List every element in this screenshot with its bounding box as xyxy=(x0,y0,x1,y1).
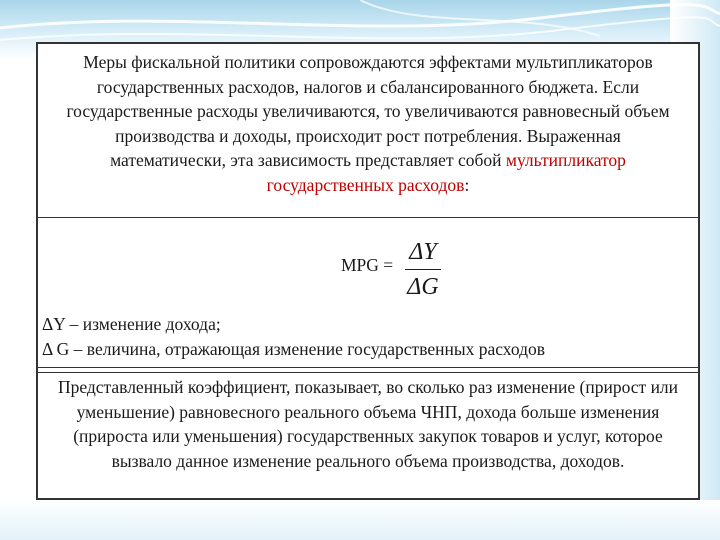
content-frame xyxy=(36,42,700,500)
background-bottom-gradient xyxy=(0,500,720,540)
definitions-list xyxy=(42,312,545,362)
formula-numerator: ΔY xyxy=(409,239,437,265)
intro-paragraph xyxy=(56,50,680,197)
fraction-bar xyxy=(405,269,441,270)
formula-label: MPG = xyxy=(341,255,394,275)
explanation-section xyxy=(38,372,698,498)
explanation-paragraph: Представленный коэффициент, показывает, во сколько раз изменение (прирост или уменьшение) равновесного реального объема ЧНП, дохода больше изменения (прироста или уменьшения) государственных закупок товаров и услуг, которое вызвало данное изменение реального объема производства, доходов. xyxy=(57,377,679,471)
intro-section xyxy=(38,44,698,218)
intro-tail: : xyxy=(464,174,470,195)
definition-item: Δ G – величина, отражающая изменение государственных расходов xyxy=(42,339,546,359)
formula-section xyxy=(38,218,698,368)
intro-text: Меры фискальной политики сопровождаются эффектами мультипликаторов государственных расходов, налогов и сбалансированного бюджета. Если государственные расходы увеличиваются, то увеличиваются равновесный объем производства и доходы, происходит рост потребления. Выраженная математически, эта зависимость представляет собой xyxy=(66,52,670,170)
intro-highlight: мультипликатор государственных расходов xyxy=(266,150,626,195)
formula-denominator: ΔG xyxy=(407,274,439,301)
definition-item: ΔY – изменение дохода; xyxy=(42,314,221,334)
formula-fraction xyxy=(405,237,441,302)
